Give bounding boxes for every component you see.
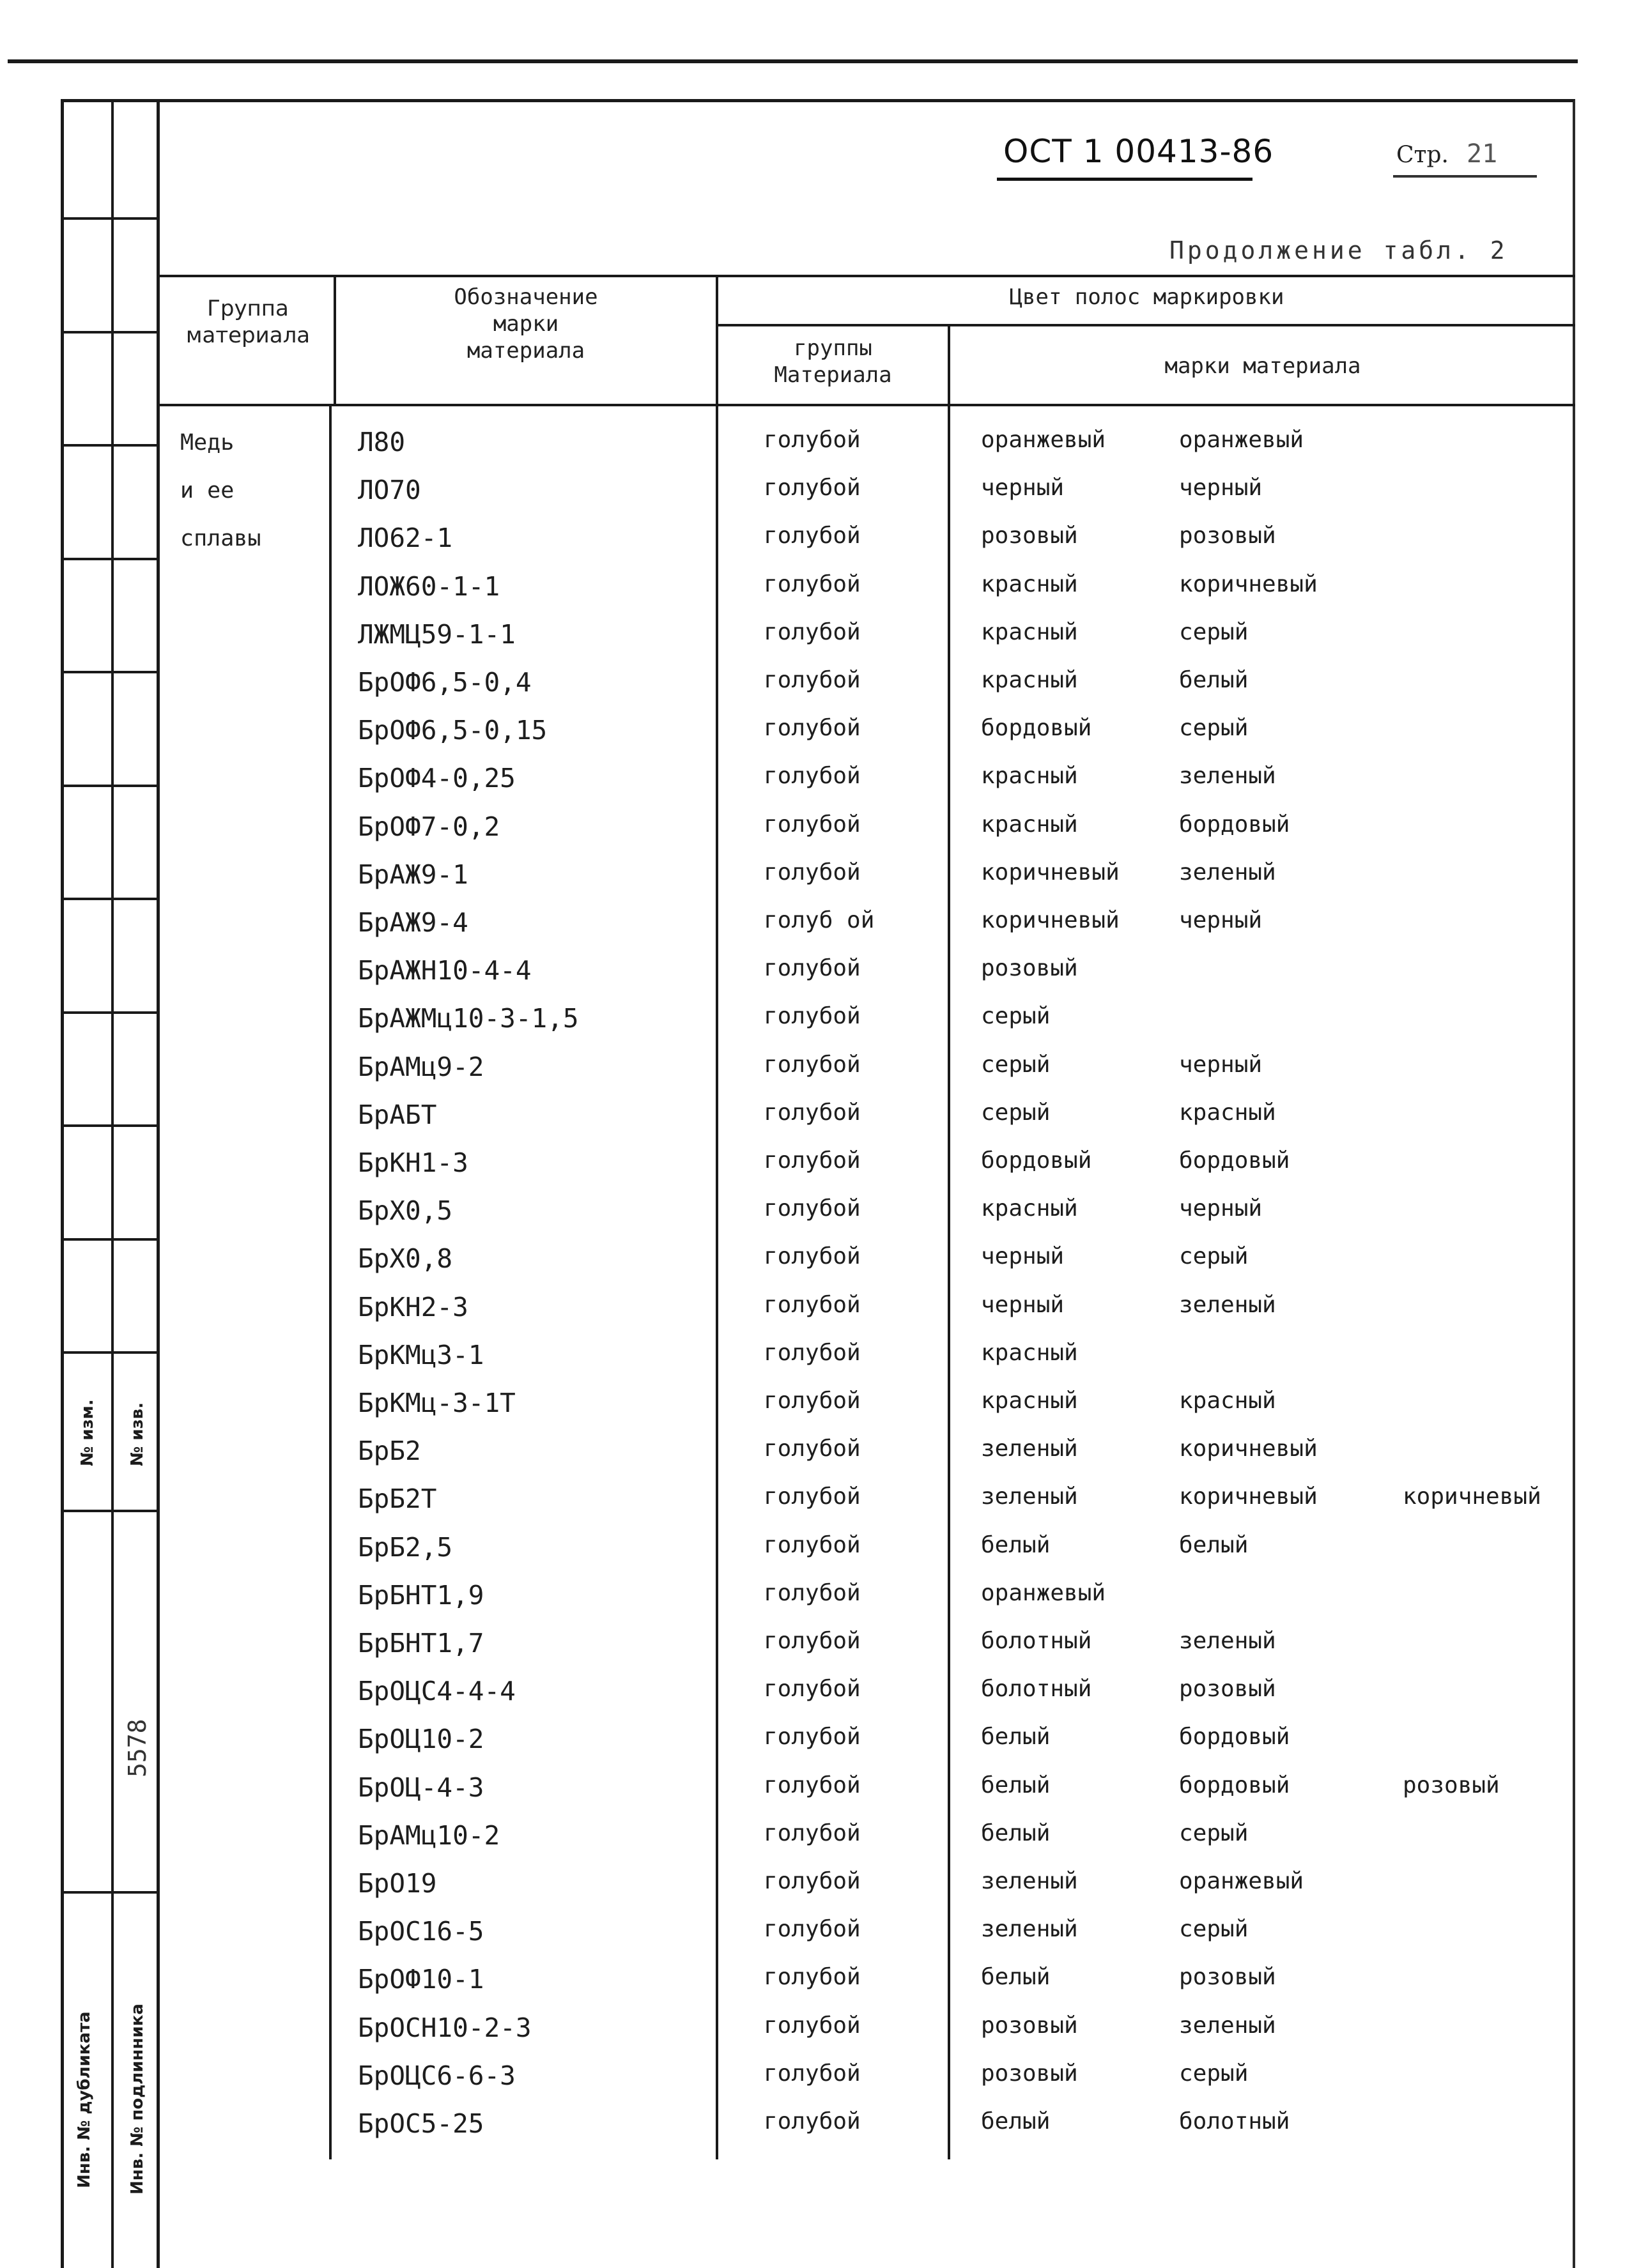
cell-stripe-1: белый: [981, 2108, 1051, 2134]
table-top-line: [160, 275, 1575, 277]
cell-stripe-1: розовый: [981, 2060, 1078, 2087]
cell-group-color: голубой: [764, 1100, 861, 1126]
cell-stripe-2: зеленый: [1179, 763, 1276, 789]
table-row: [0, 1388, 1634, 1436]
table-row: [0, 811, 1634, 859]
cell-grade: БрХ0,8: [358, 1243, 453, 1274]
cell-group-color: голубой: [764, 955, 861, 981]
cell-grade: БрБНТ1,9: [358, 1580, 484, 1611]
cell-stripe-1: розовый: [981, 2012, 1078, 2039]
cell-grade: БрОФ7-0,2: [358, 811, 500, 842]
cell-stripe-1: красный: [981, 811, 1078, 838]
notice-number-label: № изв.: [128, 1402, 147, 1466]
group-label-line: Медь: [180, 430, 235, 456]
cell-stripe-1: болотный: [981, 1676, 1092, 1702]
header-text: марки: [493, 311, 559, 337]
cell-group-color: голубой: [764, 1868, 861, 1894]
cell-grade: БрХ0,5: [358, 1195, 453, 1226]
cell-group-color: голубой: [764, 1292, 861, 1318]
table-row: [0, 955, 1634, 1003]
cell-group-color: голубой: [764, 1628, 861, 1654]
group-label-line: сплавы: [180, 526, 261, 551]
cell-stripe-2: зеленый: [1179, 2012, 1276, 2039]
table-row: [0, 1436, 1634, 1483]
cell-stripe-2: коричневый: [1179, 1483, 1318, 1510]
cell-group-color: голуб ой: [764, 907, 875, 933]
cell-grade: БрБ2,5: [358, 1532, 453, 1563]
cell-stripe-2: коричневый: [1179, 1436, 1318, 1462]
page-number-underline: [1393, 175, 1537, 178]
table-row: [0, 427, 1634, 475]
cell-group-color: голубой: [764, 811, 861, 838]
table-row: [0, 619, 1634, 667]
cell-grade: БрАБТ: [358, 1100, 437, 1130]
margin-tick: [61, 331, 160, 333]
cell-stripe-1: коричневый: [981, 859, 1120, 885]
table-row: [0, 1052, 1634, 1100]
cell-group-color: голубой: [764, 1243, 861, 1269]
cell-grade: БрОФ6,5-0,4: [358, 667, 532, 698]
cell-stripe-1: белый: [981, 1532, 1051, 1558]
cell-stripe-2: черный: [1179, 1052, 1263, 1078]
table-row: [0, 1100, 1634, 1147]
cell-group-color: голубой: [764, 571, 861, 597]
cell-group-color: голубой: [764, 1388, 861, 1414]
top-border-line: [8, 59, 1578, 63]
cell-group-color: голубой: [764, 763, 861, 789]
cell-stripe-2: красный: [1179, 1388, 1276, 1414]
table-row: [0, 1868, 1634, 1916]
cell-grade: БрОС5-25: [358, 2108, 484, 2139]
table-continuation-caption: Продолжение табл. 2: [1169, 236, 1508, 264]
table-row: [0, 1532, 1634, 1580]
cell-grade: ЛЖМЦ59-1-1: [358, 619, 516, 650]
cell-grade: БрАЖН10-4-4: [358, 955, 532, 986]
cell-stripe-1: бордовый: [981, 1147, 1092, 1174]
original-inventory-number: 5578: [123, 1719, 151, 1777]
cell-stripe-1: черный: [981, 1292, 1065, 1318]
cell-stripe-2: черный: [1179, 475, 1263, 501]
margin-tick: [61, 217, 160, 220]
cell-stripe-1: зеленый: [981, 1436, 1078, 1462]
table-row: [0, 571, 1634, 619]
cell-grade: БрО19: [358, 1868, 437, 1899]
cell-grade: БрКМц3-1: [358, 1340, 484, 1370]
table-row: [0, 523, 1634, 571]
header-stripe-grade: марки материала: [1164, 353, 1361, 379]
table-row: [0, 1195, 1634, 1243]
cell-grade: БрБ2: [358, 1436, 421, 1466]
cell-grade: БрКН2-3: [358, 1292, 468, 1322]
header-text: материала: [185, 323, 311, 348]
cell-stripe-1: красный: [981, 1195, 1078, 1222]
cell-stripe-2: серый: [1179, 619, 1249, 645]
cell-stripe-2: серый: [1179, 1820, 1249, 1846]
cell-group-color: голубой: [764, 1052, 861, 1078]
cell-group-color: голубой: [764, 2108, 861, 2134]
cell-stripe-1: красный: [981, 619, 1078, 645]
cell-stripe-1: розовый: [981, 955, 1078, 981]
cell-stripe-2: болотный: [1179, 2108, 1290, 2134]
cell-grade: БрОЦ10-2: [358, 1724, 484, 1754]
table-row: [0, 859, 1634, 907]
cell-stripe-1: серый: [981, 1003, 1051, 1029]
table-row: [0, 1676, 1634, 1724]
cell-stripe-2: бордовый: [1179, 811, 1290, 838]
table-row: [0, 1628, 1634, 1676]
header-text: материала: [466, 338, 585, 364]
group-label-line: и ее: [180, 478, 235, 503]
cell-stripe-2: оранжевый: [1179, 1868, 1304, 1894]
table-row: [0, 2012, 1634, 2060]
cell-stripe-1: болотный: [981, 1628, 1092, 1654]
table-row: [0, 1580, 1634, 1628]
cell-stripe-2: серый: [1179, 1243, 1249, 1269]
table-row: [0, 1340, 1634, 1388]
cell-group-color: голубой: [764, 1916, 861, 1942]
cell-group-color: голубой: [764, 859, 861, 885]
cell-stripe-2: розовый: [1179, 523, 1276, 549]
cell-grade: БрОФ6,5-0,15: [358, 715, 548, 746]
cell-stripe-1: зеленый: [981, 1868, 1078, 1894]
document-code-underline: [997, 178, 1252, 181]
cell-stripe-2: серый: [1179, 2060, 1249, 2087]
cell-group-color: голубой: [764, 1436, 861, 1462]
table-row: [0, 1964, 1634, 2012]
cell-stripe-1: красный: [981, 1388, 1078, 1414]
cell-group-color: голубой: [764, 715, 861, 741]
header-bottom-line: [160, 404, 1575, 406]
cell-grade: БрАЖ9-1: [358, 859, 468, 890]
cell-grade: БрАМц10-2: [358, 1820, 500, 1851]
cell-group-color: голубой: [764, 1147, 861, 1174]
table-row: [0, 1147, 1634, 1195]
cell-stripe-1: оранжевый: [981, 1580, 1106, 1606]
table-row: [0, 1292, 1634, 1340]
cell-stripe-1: черный: [981, 1243, 1065, 1269]
cell-group-color: голубой: [764, 1676, 861, 1702]
header-split-line: [716, 324, 1575, 326]
cell-stripe-1: бордовый: [981, 715, 1092, 741]
cell-stripe-2: розовый: [1179, 1676, 1276, 1702]
cell-stripe-2: зеленый: [1179, 1292, 1276, 1318]
cell-group-color: голубой: [764, 1003, 861, 1029]
header-group-material: [162, 295, 334, 349]
table-row: [0, 1772, 1634, 1820]
duplicate-inventory-label: Инв. № дубликата: [75, 2011, 94, 2188]
cell-grade: БрАЖМц10-3-1,5: [358, 1003, 579, 1034]
cell-stripe-2: белый: [1179, 667, 1249, 693]
change-number-label: № изм.: [78, 1399, 97, 1466]
cell-grade: ЛО62-1: [358, 523, 453, 553]
cell-group-color: голубой: [764, 1483, 861, 1510]
cell-group-color: голубой: [764, 667, 861, 693]
cell-grade: БрКН1-3: [358, 1147, 468, 1178]
page-label: Стр.: [1396, 142, 1449, 168]
cell-stripe-1: черный: [981, 475, 1065, 501]
cell-group-color: голубой: [764, 1580, 861, 1606]
header-text: группы: [794, 335, 872, 361]
cell-stripe-1: красный: [981, 667, 1078, 693]
cell-grade: БрАМц9-2: [358, 1052, 484, 1082]
cell-grade: БрБ2Т: [358, 1483, 437, 1514]
table-row: [0, 763, 1634, 811]
table-row: [0, 2108, 1634, 2156]
cell-stripe-1: красный: [981, 1340, 1078, 1366]
page-number: 21: [1467, 139, 1498, 169]
cell-stripe-2: белый: [1179, 1532, 1249, 1558]
header-text: Группа: [207, 296, 289, 321]
table-row: [0, 1820, 1634, 1868]
cell-stripe-2: красный: [1179, 1100, 1276, 1126]
cell-grade: БрАЖ9-4: [358, 907, 468, 938]
cell-grade: БрОФ10-1: [358, 1964, 484, 1995]
cell-stripe-3: розовый: [1403, 1772, 1500, 1798]
table-row: [0, 1916, 1634, 1964]
cell-stripe-2: бордовый: [1179, 1772, 1290, 1798]
cell-stripe-1: белый: [981, 1772, 1051, 1798]
cell-grade: Л80: [358, 427, 406, 457]
cell-stripe-2: серый: [1179, 1916, 1249, 1942]
cell-stripe-2: розовый: [1179, 1964, 1276, 1990]
cell-stripe-2: зеленый: [1179, 859, 1276, 885]
cell-grade: БрКМц-3-1Т: [358, 1388, 516, 1418]
cell-group-color: голубой: [764, 2060, 861, 2087]
cell-group-color: голубой: [764, 1532, 861, 1558]
cell-stripe-1: белый: [981, 1964, 1051, 1990]
cell-group-color: голубой: [764, 1820, 861, 1846]
cell-grade: БрОСН10-2-3: [358, 2012, 532, 2043]
cell-stripe-1: розовый: [981, 523, 1078, 549]
cell-group-color: голубой: [764, 1772, 861, 1798]
table-row: [0, 667, 1634, 715]
cell-stripe-1: зеленый: [981, 1916, 1078, 1942]
cell-stripe-1: зеленый: [981, 1483, 1078, 1510]
cell-stripe-2: коричневый: [1179, 571, 1318, 597]
cell-stripe-2: черный: [1179, 907, 1263, 933]
table-row: [0, 475, 1634, 523]
cell-group-color: голубой: [764, 1340, 861, 1366]
cell-stripe-1: красный: [981, 763, 1078, 789]
cell-group-color: голубой: [764, 475, 861, 501]
original-inventory-label: Инв. № подлинника: [128, 2004, 147, 2195]
header-text: Обозначение: [454, 284, 598, 310]
cell-grade: БрОС16-5: [358, 1916, 484, 1947]
cell-stripe-1: серый: [981, 1100, 1051, 1126]
header-stripe-group: [718, 335, 948, 388]
cell-stripe-1: красный: [981, 571, 1078, 597]
header-stripe-color: Цвет полос маркировки: [1009, 284, 1284, 310]
table-row: [0, 2060, 1634, 2108]
cell-grade: ЛОЖ60-1-1: [358, 571, 500, 602]
cell-stripe-2: бордовый: [1179, 1724, 1290, 1750]
cell-stripe-2: бордовый: [1179, 1147, 1290, 1174]
cell-group-color: голубой: [764, 1195, 861, 1222]
cell-grade: БрОЦС6-6-3: [358, 2060, 516, 2091]
cell-stripe-2: зеленый: [1179, 1628, 1276, 1654]
cell-stripe-2: черный: [1179, 1195, 1263, 1222]
cell-grade: БрОЦС4-4-4: [358, 1676, 516, 1706]
cell-group-color: голубой: [764, 427, 861, 453]
cell-stripe-2: оранжевый: [1179, 427, 1304, 453]
cell-stripe-1: белый: [981, 1820, 1051, 1846]
cell-grade: БрОЦ-4-3: [358, 1772, 484, 1803]
cell-stripe-1: серый: [981, 1052, 1051, 1078]
cell-grade: ЛО70: [358, 475, 421, 505]
cell-group-color: голубой: [764, 1964, 861, 1990]
header-grade: [336, 284, 716, 364]
table-row: [0, 907, 1634, 955]
table-row: [0, 715, 1634, 763]
cell-group-color: голубой: [764, 1724, 861, 1750]
table-row: [0, 1483, 1634, 1531]
cell-group-color: голубой: [764, 2012, 861, 2039]
document-code: ОСТ 1 00413-86: [1003, 133, 1274, 170]
cell-stripe-1: оранжевый: [981, 427, 1106, 453]
table-row: [0, 1724, 1634, 1772]
header-text: Материала: [774, 362, 892, 388]
cell-stripe-1: коричневый: [981, 907, 1120, 933]
table-row: [0, 1003, 1634, 1051]
cell-stripe-1: белый: [981, 1724, 1051, 1750]
table-row: [0, 1243, 1634, 1291]
cell-stripe-2: серый: [1179, 715, 1249, 741]
cell-stripe-3: коричневый: [1403, 1483, 1541, 1510]
cell-group-color: голубой: [764, 619, 861, 645]
cell-grade: БрБНТ1,7: [358, 1628, 484, 1659]
cell-group-color: голубой: [764, 523, 861, 549]
cell-grade: БрОФ4-0,25: [358, 763, 516, 793]
